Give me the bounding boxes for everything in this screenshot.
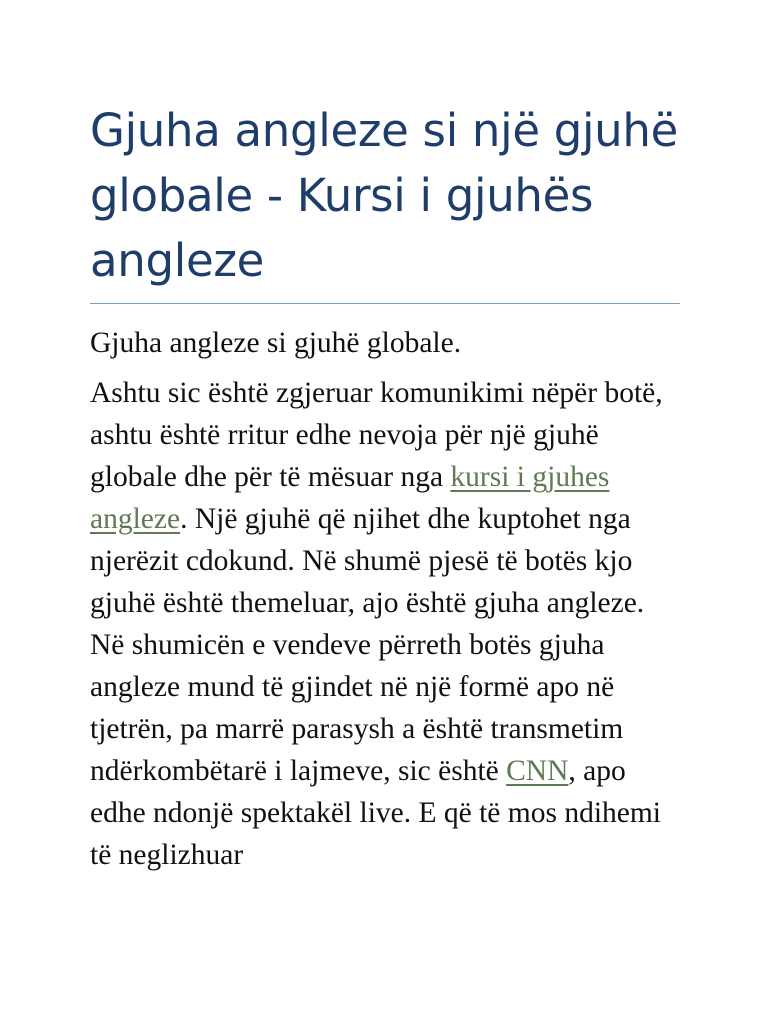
document-subtitle: Gjuha angleze si gjuhë globale. xyxy=(90,327,462,359)
paragraph-text-2: . Një gjuhë që njihet dhe kuptohet nga njerëzit cdokund. Në shumë pjesë të botës kjo gjuhë është themeluar, ajo është gjuha angleze. Në shumicën e vendeve përreth botës gjuha angleze mund të gjindet në një formë apo në tjetrën, pa marrë parasysh a është transmetim ndërkombëtarë i lajmeve, sic është xyxy=(90,503,645,787)
document-title: Gjuha angleze si një gjuhë globale - Kursi i gjuhës angleze xyxy=(90,98,680,304)
paragraph-text-3: , apo edhe ndonjë spektakël live. E që të mos ndihemi të neglizhuar xyxy=(90,755,662,871)
cnn-link[interactable]: CNN xyxy=(506,755,569,787)
paragraph-text-1: Ashtu sic është zgjeruar komunikimi nëpër botë, ashtu është rritur edhe nevoja për një gjuhë globale dhe për të mësuar nga xyxy=(90,377,663,493)
document-page xyxy=(90,98,680,876)
english-course-link[interactable]: kursi i gjuhes angleze xyxy=(90,461,610,535)
body-paragraph xyxy=(90,372,680,876)
